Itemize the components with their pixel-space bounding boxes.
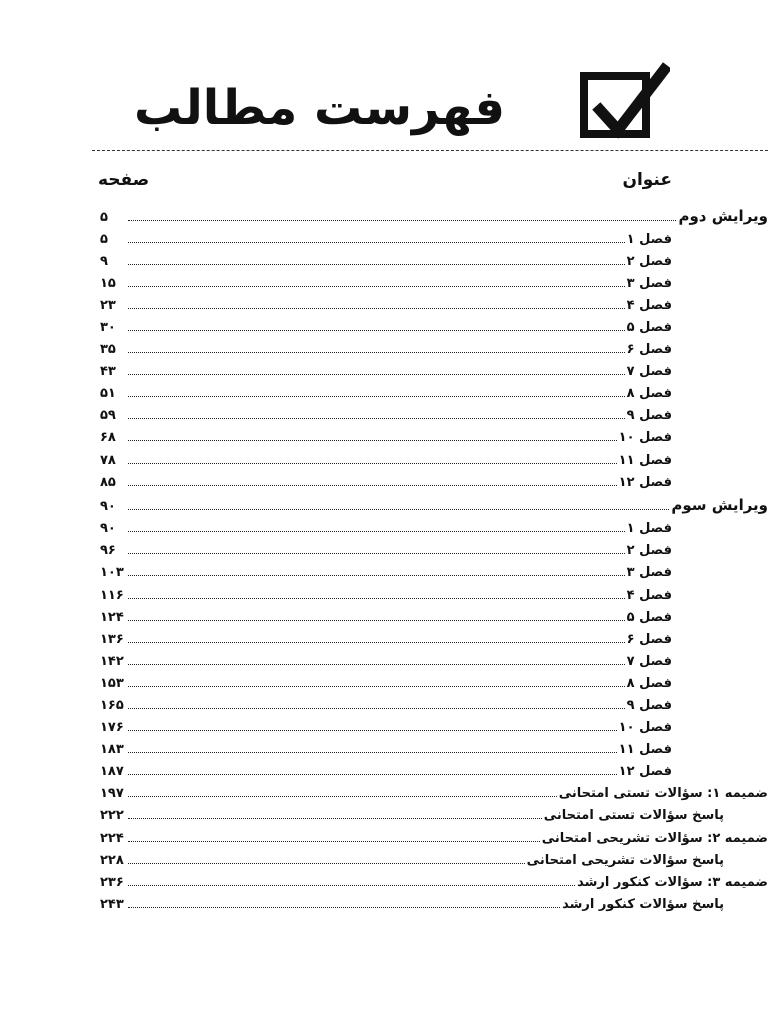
toc-label: فصل ۴ <box>626 297 672 313</box>
dot-leader <box>128 818 542 819</box>
toc-row[interactable] <box>100 580 768 602</box>
toc-label: فصل ۵ <box>626 319 672 335</box>
toc-row[interactable] <box>100 291 768 313</box>
toc-page-number: ۲۲۲ <box>100 808 124 824</box>
toc-appendix-answers-row[interactable] <box>100 801 768 823</box>
toc-page-number: ۱۶۵ <box>100 697 124 713</box>
toc-row[interactable] <box>100 735 768 757</box>
checkbox-icon <box>580 72 650 138</box>
dot-leader <box>128 418 625 419</box>
toc-page-number: ۵ <box>100 209 108 225</box>
toc-section-row[interactable] <box>100 200 768 225</box>
dot-leader <box>128 330 625 331</box>
table-of-contents <box>100 200 768 912</box>
toc-label: فصل ۶ <box>626 342 672 358</box>
toc-appendix-row[interactable] <box>100 779 768 801</box>
toc-page-number: ۱۷۶ <box>100 720 124 736</box>
dot-leader <box>128 575 625 576</box>
toc-label: فصل ۱ <box>626 521 672 537</box>
toc-row[interactable] <box>100 625 768 647</box>
toc-label: فصل ۸ <box>626 386 672 402</box>
toc-page-number: ۱۲۴ <box>100 609 124 625</box>
page-column-label: صفحه <box>98 170 150 190</box>
toc-page-number: ۱۵۳ <box>100 675 124 691</box>
toc-label: ویرایش سوم <box>671 496 768 515</box>
dot-leader <box>128 598 625 599</box>
toc-row[interactable] <box>100 313 768 335</box>
page-header <box>133 62 670 152</box>
toc-page-number: ۷۸ <box>100 452 116 468</box>
toc-appendix-row[interactable] <box>100 823 768 845</box>
toc-page-number: ۲۲۴ <box>100 830 124 846</box>
toc-page-number: ۱۸۳ <box>100 742 124 758</box>
toc-page-number: ۵۹ <box>100 408 116 424</box>
toc-row[interactable] <box>100 669 768 691</box>
toc-section-row[interactable] <box>100 490 768 515</box>
toc-page-number: ۱۸۷ <box>100 764 124 780</box>
toc-page-number: ۳۰ <box>100 319 116 335</box>
toc-row[interactable] <box>100 757 768 779</box>
dot-leader <box>128 440 617 441</box>
toc-row[interactable] <box>100 468 768 490</box>
column-headers <box>92 170 682 194</box>
toc-row[interactable] <box>100 536 768 558</box>
toc-label: فصل ۸ <box>626 675 672 691</box>
dot-leader <box>128 774 617 775</box>
dot-leader <box>128 863 525 864</box>
toc-label: فصل ۱ <box>626 231 672 247</box>
toc-row[interactable] <box>100 357 768 379</box>
toc-row[interactable] <box>100 514 768 536</box>
toc-row[interactable] <box>100 269 768 291</box>
dot-leader <box>128 553 625 554</box>
toc-label: فصل ۱۰ <box>618 720 672 736</box>
toc-label: فصل ۲ <box>626 253 672 269</box>
toc-page-number: ۴۳ <box>100 364 116 380</box>
dot-leader <box>128 885 575 886</box>
toc-page-number: ۵۱ <box>100 386 116 402</box>
toc-row[interactable] <box>100 423 768 445</box>
toc-row[interactable] <box>100 335 768 357</box>
dot-leader <box>128 686 625 687</box>
toc-label: فصل ۱۱ <box>618 742 672 758</box>
toc-row[interactable] <box>100 603 768 625</box>
dot-leader <box>128 463 617 464</box>
toc-page-number: ۲۳ <box>100 297 116 313</box>
toc-page-number: ۶۸ <box>100 430 116 446</box>
title-column-label: عنوان <box>622 170 672 190</box>
dot-leader <box>128 352 625 353</box>
toc-page-number: ۸۵ <box>100 474 116 490</box>
toc-label: فصل ۹ <box>626 408 672 424</box>
toc-label: فصل ۱۲ <box>618 474 672 490</box>
toc-row[interactable] <box>100 691 768 713</box>
toc-page-number: ۵ <box>100 231 108 247</box>
toc-label: فصل ۷ <box>626 364 672 380</box>
toc-page-number: ۱۱۶ <box>100 587 124 603</box>
toc-label: فصل ۳ <box>626 275 672 291</box>
toc-page-number: ۱۳۶ <box>100 631 124 647</box>
dot-leader <box>128 286 625 287</box>
toc-appendix-answers-row[interactable] <box>100 890 768 912</box>
toc-label: فصل ۱۱ <box>618 452 672 468</box>
dot-leader <box>128 841 540 842</box>
toc-label: فصل ۱۰ <box>618 430 672 446</box>
dot-leader <box>128 242 625 243</box>
toc-page-number: ۲۴۳ <box>100 896 124 912</box>
dot-leader <box>128 708 625 709</box>
toc-row[interactable] <box>100 558 768 580</box>
toc-page-number: ۲۳۶ <box>100 874 124 890</box>
toc-label: ضمیمه ۳: سؤالات کنکور ارشد <box>577 874 768 890</box>
toc-page-number: ۲۲۸ <box>100 852 124 868</box>
toc-label: فصل ۶ <box>626 631 672 647</box>
toc-page-number: ۹ <box>100 253 108 269</box>
dot-leader <box>128 730 617 731</box>
toc-page-number: ۱۵ <box>100 275 116 291</box>
page-title: فهرست مطالب <box>133 80 505 136</box>
dot-leader <box>128 620 625 621</box>
toc-label: ضمیمه ۱: سؤالات تستی امتحانی <box>558 786 768 802</box>
toc-row[interactable] <box>100 713 768 735</box>
dot-leader <box>128 907 560 908</box>
toc-label: پاسخ سؤالات تستی امتحانی <box>543 808 724 824</box>
toc-label: پاسخ سؤالات کنکور ارشد <box>562 896 724 912</box>
toc-page-number: ۹۶ <box>100 543 116 559</box>
dot-leader <box>128 642 625 643</box>
toc-row[interactable] <box>100 247 768 269</box>
toc-row[interactable] <box>100 225 768 247</box>
toc-label: ویرایش دوم <box>678 206 768 225</box>
dot-leader <box>128 664 625 665</box>
dot-leader <box>128 264 625 265</box>
toc-row[interactable] <box>100 379 768 401</box>
dot-leader <box>128 220 676 221</box>
toc-page-number: ۹۰ <box>100 521 116 537</box>
toc-appendix-answers-row[interactable] <box>100 846 768 868</box>
toc-label: ضمیمه ۲: سؤالات تشریحی امتحانی <box>541 830 768 846</box>
dot-leader <box>128 509 669 510</box>
toc-label: فصل ۳ <box>626 565 672 581</box>
toc-label: فصل ۷ <box>626 653 672 669</box>
toc-row[interactable] <box>100 445 768 467</box>
toc-label: پاسخ سؤالات تشریحی امتحانی <box>526 852 724 868</box>
dot-leader <box>128 752 617 753</box>
toc-page-number: ۱۹۷ <box>100 786 124 802</box>
toc-page-number: ۳۵ <box>100 342 116 358</box>
toc-label: فصل ۴ <box>626 587 672 603</box>
dot-leader <box>128 485 617 486</box>
toc-label: فصل ۵ <box>626 609 672 625</box>
toc-page-number: ۹۰ <box>100 499 116 515</box>
toc-page-number: ۱۰۳ <box>100 565 124 581</box>
toc-label: فصل ۱۲ <box>618 764 672 780</box>
dot-leader <box>128 396 625 397</box>
toc-row[interactable] <box>100 647 768 669</box>
checkmark-icon <box>590 62 670 142</box>
dot-leader <box>128 374 625 375</box>
header-divider <box>92 150 768 151</box>
toc-label: فصل ۹ <box>626 697 672 713</box>
dot-leader <box>128 796 557 797</box>
toc-row[interactable] <box>100 401 768 423</box>
toc-label: فصل ۲ <box>626 543 672 559</box>
dot-leader <box>128 308 625 309</box>
toc-appendix-row[interactable] <box>100 868 768 890</box>
toc-page-number: ۱۴۲ <box>100 653 124 669</box>
dot-leader <box>128 531 625 532</box>
